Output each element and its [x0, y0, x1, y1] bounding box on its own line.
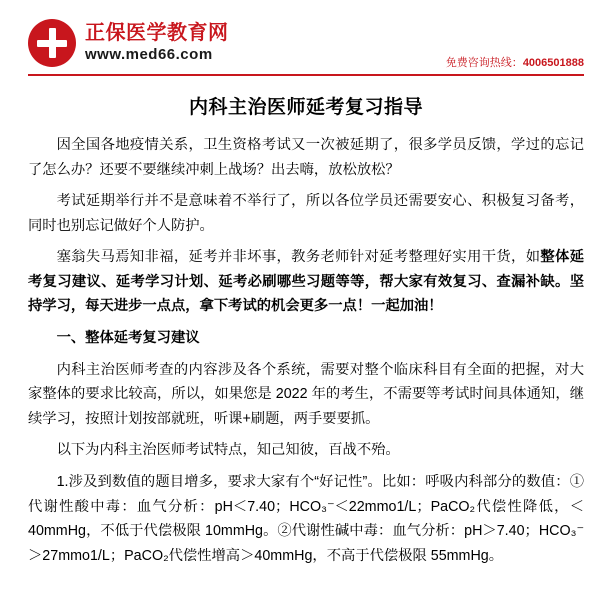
page-title: 内科主治医师延考复习指导	[188, 97, 423, 118]
logo-url: www.med66.com	[85, 46, 213, 64]
paragraph-1: 因全国各地疫情关系，卫生资格考试又一次被延期了，很多学员反馈，学过的忘记了怎么办？还要不要继续冲刺上战场？出去嗨，放松放松？	[28, 137, 584, 178]
paragraph-3-bold: 整体延考复习建议、延考学习计划、延考必刷哪些习题等等，帮大家有效复习、查漏补缺。坚持学习，每天进步一点点，拿下考试的机会更多一点！一起加油！	[28, 249, 585, 315]
header-divider	[28, 74, 584, 76]
paragraph-3-lead: 塞翁失马焉知非福，延考并非坏事，教务老师针对延考整理好实用干货，如	[56, 249, 541, 266]
paragraph-2: 考试延期举行并不是意味着不举行了，所以各位学员还需要安心、积极复习备考，同时也别忘记做好个人防护。	[28, 193, 584, 234]
site-logo[interactable]	[28, 19, 229, 67]
logo-title: 正保医学教育网	[85, 22, 229, 45]
medical-cross-icon	[28, 19, 76, 67]
hotline-label: 免费咨询热线：	[445, 57, 523, 69]
hotline	[446, 54, 584, 72]
site-header	[28, 0, 584, 72]
paragraph-6: 以下为内科主治医师考试特点，知己知彼，百战不殆。	[56, 442, 400, 459]
cross-horizontal-bar	[37, 40, 67, 47]
hotline-number: 4006501888	[522, 57, 584, 69]
paragraph-7: 1.涉及到数值的题目增多，要求大家有个“好记性”。比如：呼吸内科部分的数值：①代谢性酸中毒：血气分析：pH＜7.40；HCO₃⁻＜22mmo1/L；PaCO₂代偿性降低，＜40mmHg，不低于代偿极限 10mmHg。②代谢性碱中毒：血气分析：pH＞7.40；HCO₃⁻＞27mmo1/L；PaCO₂代偿性增高＞40mmHg，不高于代偿极限 55mmHg。	[28, 473, 584, 564]
logo-text-block	[85, 23, 229, 63]
section-heading-1: 一、整体延考复习建议	[56, 330, 200, 347]
paragraph-3	[28, 245, 584, 319]
paragraph-5: 内科主治医师考查的内容涉及各个系统，需要对整个临床科目有全面的把握，对大家整体的要求比较高，所以，如果您是 2022 年的考生，不需要等考试时间具体通知，继续学习，按照计划按部就班，听课+刷题，两手要要抓。	[28, 361, 584, 427]
